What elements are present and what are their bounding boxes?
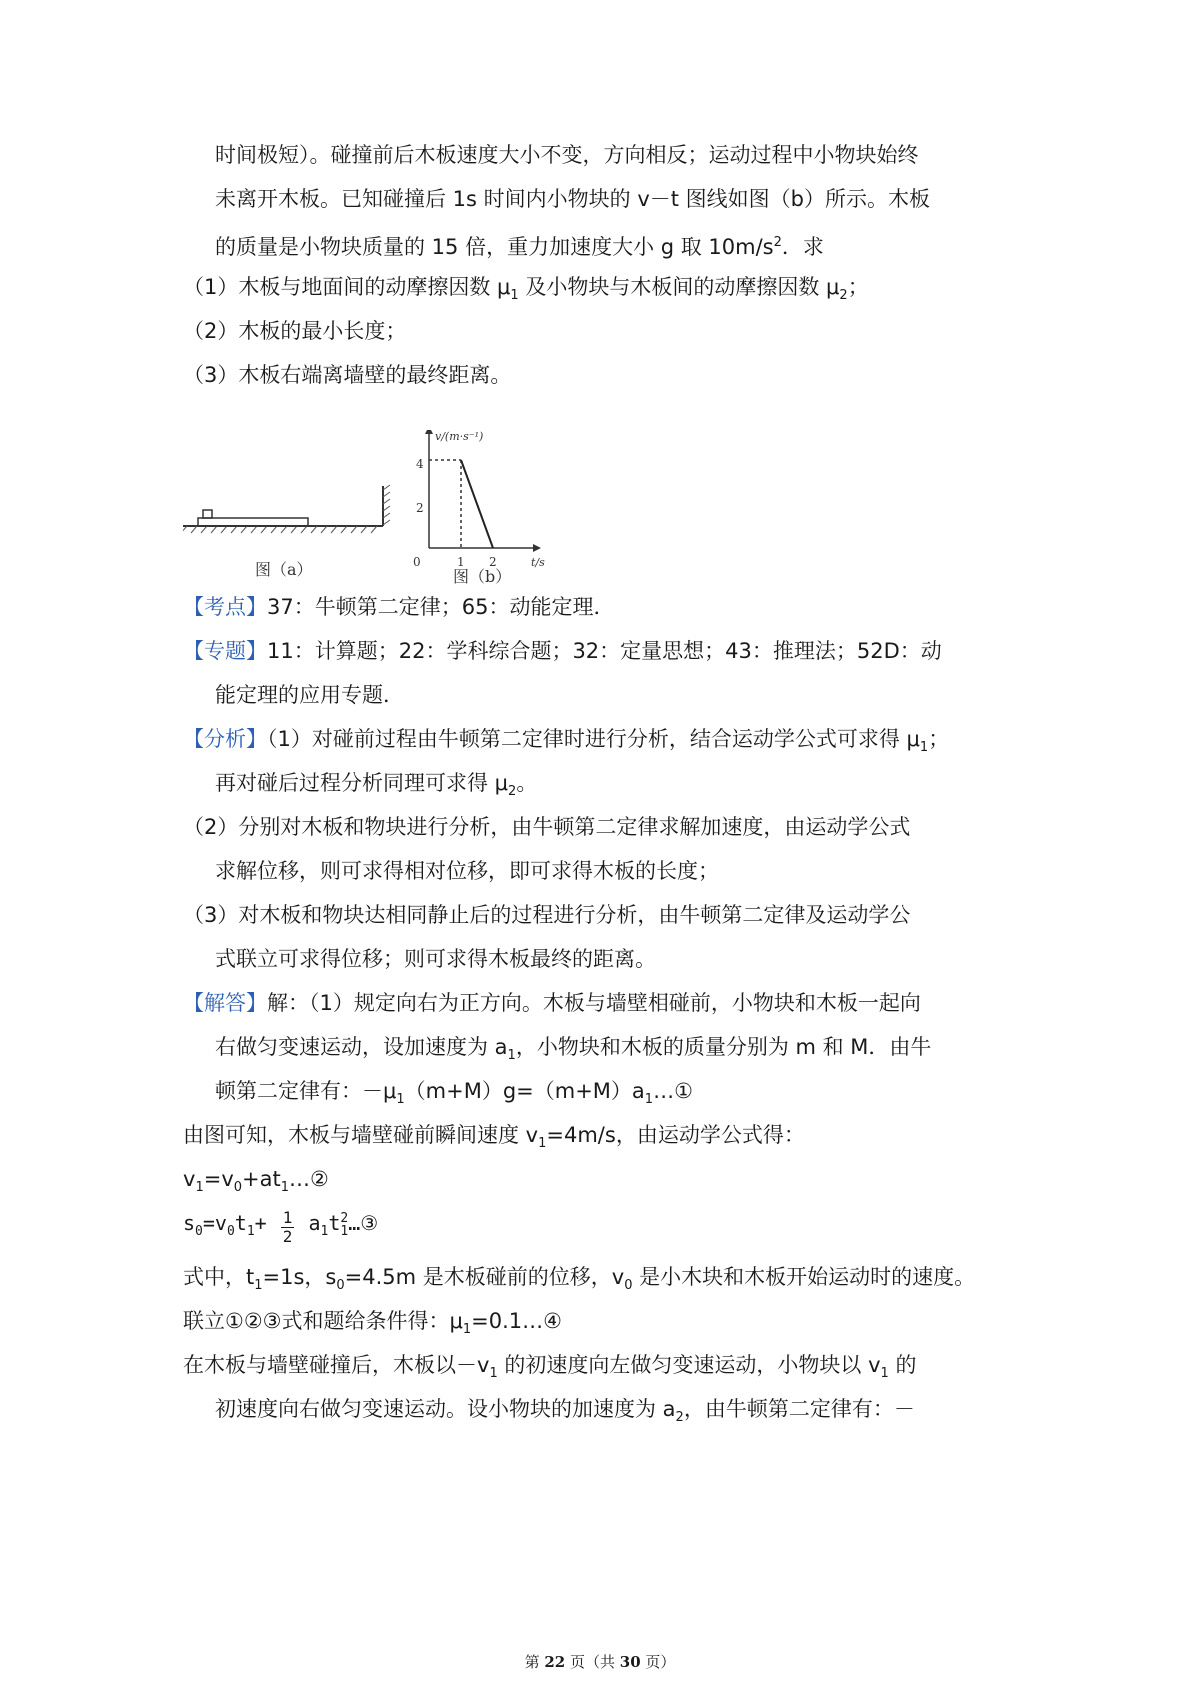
figure-a-caption: 图（a） [255,560,313,579]
xtick-1: 1 [457,555,465,569]
v-axis-arrow [425,430,433,434]
wall-hatch [383,485,390,525]
fenxi-line-5: （3）对木板和物块达相同静止后的过程进行分析，由牛顿第二定律及运动学公 [183,903,911,927]
kaodian-line: 【考点】37：牛顿第二定律；65：动能定理． [183,595,615,619]
fenxi-line-1: 【分析】（1）对碰前过程由牛顿第二定律时进行分析，结合运动学公式可求得 $\mu_1$； [183,727,950,756]
question-2: （2）木板的最小长度； [183,319,407,343]
ytick-4: 4 [416,457,424,471]
t-axis-label: t/s [531,556,545,569]
zhuanti-line-1: 【专题】11：计算题；22：学科综合题；32：定量思想；43：推理法；52D：动 [183,639,942,663]
jieda-line-3: 顿第二定律有：$-\mu_1(m+M)g=(m+M)a_1\dots ①$ [215,1079,693,1108]
ytick-2: 2 [416,501,424,515]
xtick-2: 2 [489,555,497,569]
figure-a [183,485,390,579]
page-footer: 第 22 页（共 30 页） [524,1653,676,1671]
jieda-line-7: 在木板与墙壁碰撞后，木板以$-v_1$ 的初速度向左做匀变速运动，小物块以 $v_1$ 的 [183,1353,917,1382]
question-3: （3）木板右端离墙壁的最终距离。 [183,363,512,387]
figure-b [413,430,545,586]
zhuanti-tag: 【专题】 [183,639,267,663]
jieda-line-5: 式中，$t_1=1s$，$s_0=4.5m$ 是木板碰前的位移，$v_0$ 是小木块和木板开始运动时的速度。 [183,1265,976,1294]
small-block [203,510,212,518]
equation-3: $s_0=v_0t_1+$ $\frac{1}{2}$ $a_1t$ 2 1 …③ [183,1208,379,1246]
vt-line-segment [461,460,493,548]
fenxi-line-4: 求解位移，则可求得相对位移，即可求得木板的长度； [215,859,719,883]
origin-label: 0 [413,555,421,569]
zhuanti-line-2: 能定理的应用专题． [215,683,404,707]
figure-b-caption: 图（b） [453,567,512,586]
fraction-half: $\frac{1}{2}$ [282,1208,293,1246]
fenxi-line-3: （2）分别对木板和物块进行分析，由牛顿第二定律求解加速度，由运动学公式 [183,815,911,839]
t-axis-arrow [533,544,541,552]
question-1: （1）木板与地面间的动摩擦因数 $\mu_1$ 及小物块与木板间的动摩擦因数 $\mu_2$； [183,275,869,304]
vt-plot [429,460,493,548]
problem-line-3: 的质量是小物块质量的 15 倍，重力加速度大小 g 取 $10m/s^2$．求 [215,235,824,259]
jieda-line-4: 由图可知，木板与墙壁碰前瞬间速度 $v_1=4m/s$，由运动学公式得： [183,1123,805,1152]
ground-hatch [183,526,377,533]
v-axis-label: v/(m·s⁻¹) [435,430,484,443]
fenxi-line-2: 再对碰后过程分析同理可求得 $\mu_2$。 [215,771,538,800]
fenxi-line-6: 式联立可求得位移；则可求得木板最终的距离。 [215,947,656,971]
jieda-line-8: 初速度向右做匀变速运动。设小物块的加速度为 $a_2$，由牛顿第二定律有：－ [215,1397,915,1426]
figure-area [183,430,603,590]
jieda-line-2: 右做匀变速运动，设加速度为 $a_1$，小物块和木板的质量分别为 m 和 M．由牛 [215,1035,932,1064]
problem-line-2: 未离开木板。已知碰撞后 1s 时间内小物块的 v－t 图线如图（b）所示。木板 [215,187,930,211]
equation-2: $v_1=v_0+at_1\dots ②$ [183,1167,329,1196]
jieda-line-6: 联立①②③式和题给条件得：$\mu_1=0.1\dots ④$ [183,1309,562,1338]
kaodian-tag: 【考点】 [183,595,267,619]
problem-line-1: 时间极短）。碰撞前后木板速度大小不变，方向相反；运动过程中小物块始终 [215,143,919,167]
fenxi-tag: 【分析】 [183,727,267,751]
jieda-line-1: 【解答】解：（1）规定向右为正方向。木板与墙壁相碰前，小物块和木板一起向 [183,991,921,1015]
wooden-board [198,518,308,526]
jieda-tag: 【解答】 [183,991,267,1015]
